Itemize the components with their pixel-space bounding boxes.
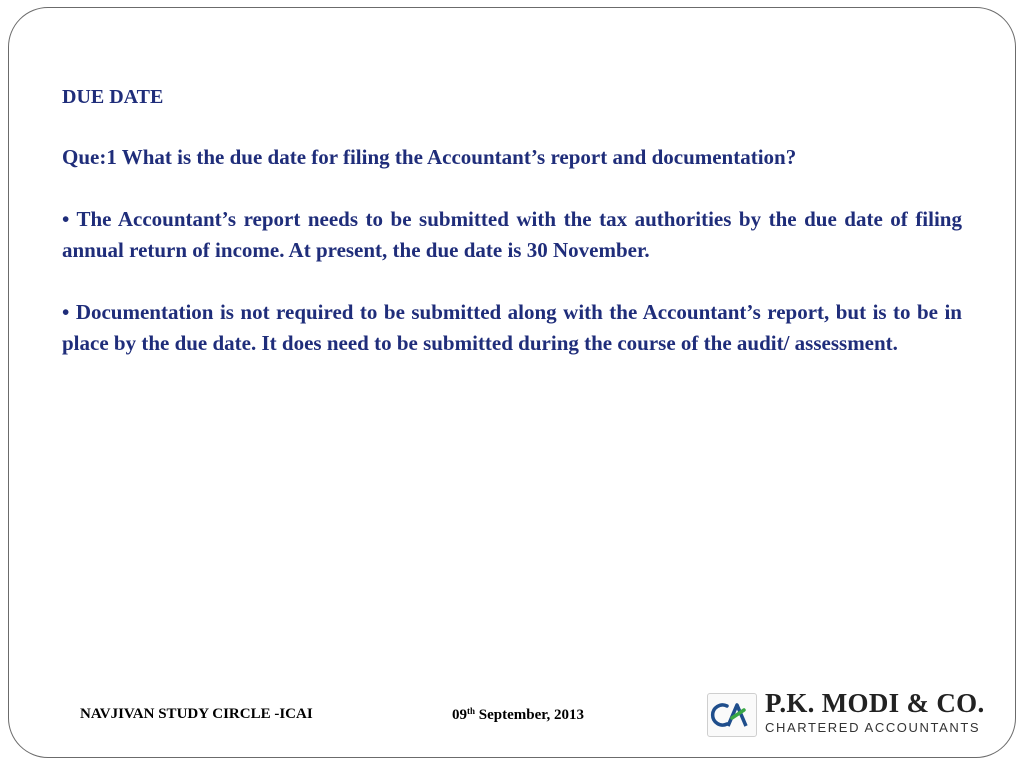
footer-date-rest: September, 2013 bbox=[475, 707, 585, 723]
bullet-documentation: • Documentation is not required to be submitted along with the Accountant’s report, but is to be in place by the due date. It does need to be submitted during the course of the audit/ assessment. bbox=[62, 300, 962, 355]
slide-heading: DUE DATE bbox=[62, 86, 164, 108]
slide-content bbox=[62, 82, 962, 359]
footer-organization: NAVJIVAN STUDY CIRCLE -ICAI bbox=[80, 706, 313, 722]
footer-date-suffix: th bbox=[467, 706, 476, 716]
footer-date-day: 09 bbox=[452, 707, 467, 723]
firm-name: P.K. MODI & CO. bbox=[765, 688, 985, 718]
firm-logo bbox=[707, 690, 991, 738]
ca-logo-icon bbox=[707, 693, 757, 737]
bullet-accountant-report: • The Accountant’s report needs to be submitted with the tax authorities by the due date of filing annual return of income. At present, the due date is 30 November. bbox=[62, 207, 962, 262]
footer-date bbox=[452, 706, 584, 724]
question-text: Que:1 What is the due date for filing the Accountant’s report and documentation? bbox=[62, 145, 797, 169]
firm-subtitle: CHARTERED ACCOUNTANTS bbox=[765, 720, 981, 735]
